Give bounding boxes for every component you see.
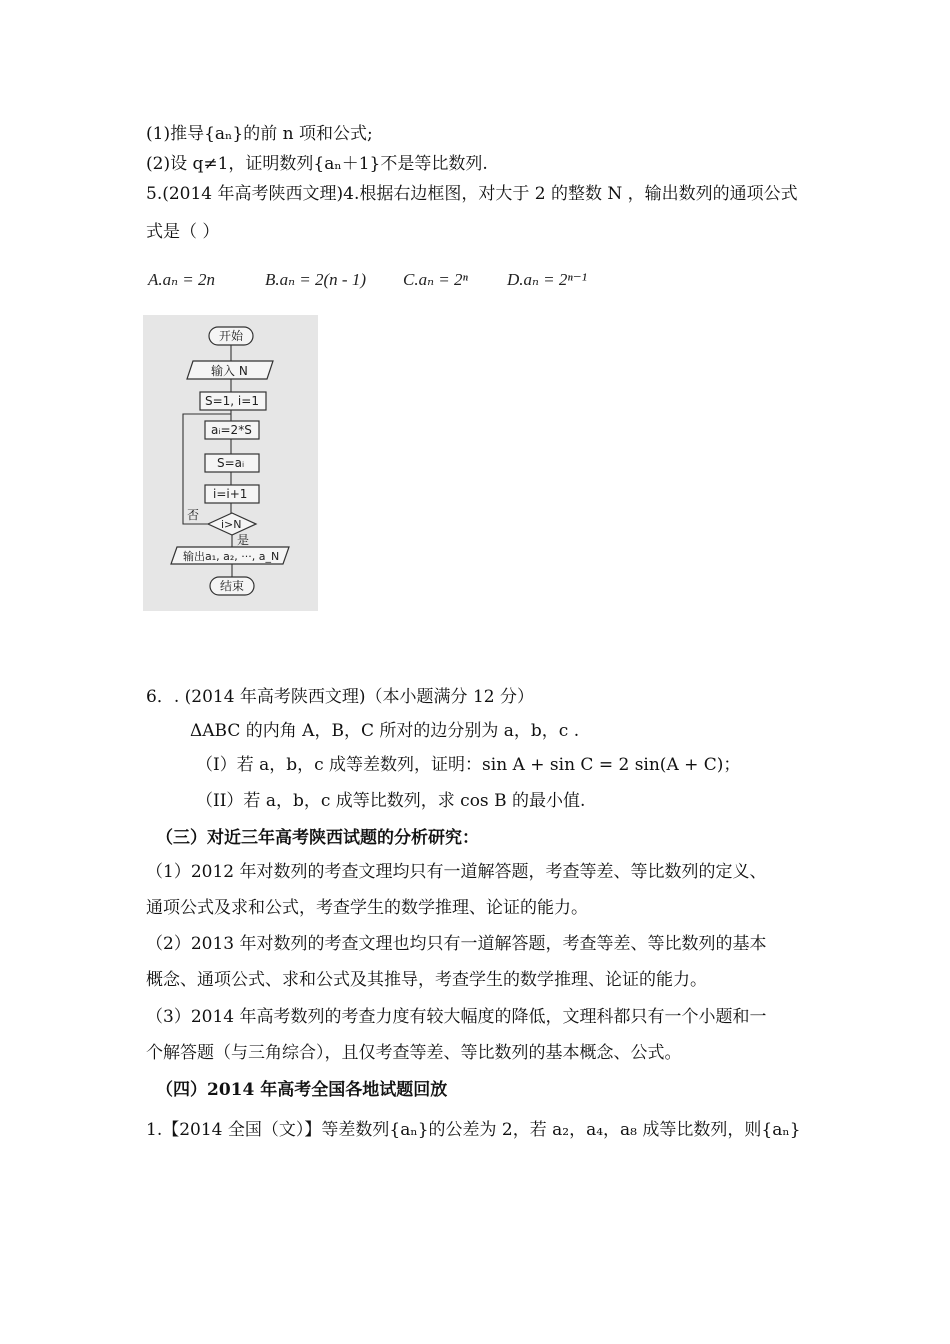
analysis-2-line-1: （2）2013 年对数列的考查文理也均只有一道解答题，考查等差、等比数列的基本 [146, 934, 767, 954]
analysis-3-line-2: 个解答题（与三角综合），且仅考查等差、等比数列的基本概念、公式。 [146, 1043, 682, 1063]
flow-step3-label: i=i+1 [213, 487, 248, 501]
question-5-line-2: 式是（ ） [146, 222, 220, 242]
flow-output-label: 输出a₁, a₂, ···, a_N [183, 550, 280, 563]
analysis-3-line-1: （3）2014 年高考数列的考查力度有较大幅度的降低，文理科都只有一个小题和一 [146, 1007, 767, 1027]
question-1-line: 1.【2014 全国（文）】等差数列{aₙ}的公差为 2，若 a₂，a₄，a₈ 成等比数列，则{aₙ} [146, 1120, 801, 1140]
flow-input-label: 输入 N [211, 364, 248, 378]
flowchart-image [143, 315, 318, 611]
question-6-header: 6．. (2014 年高考陕西文理)（本小题满分 12 分） [146, 687, 534, 707]
text-line-2: (2)设 q≠1，证明数列{aₙ＋1}不是等比数列. [146, 154, 488, 174]
flow-decision-label: i>N [221, 518, 242, 531]
option-b: B.aₙ = 2(n - 1) [265, 270, 366, 289]
flow-step1-label: aᵢ=2*S [211, 423, 252, 437]
question-6-statement: ΔABC 的内角 A，B，C 所对的边分别为 a，b，c . [190, 721, 580, 741]
analysis-1-line-1: （1）2012 年对数列的考查文理均只有一道解答题，考查等差、等比数列的定义、 [146, 862, 767, 882]
flow-no-label: 否 [187, 508, 200, 522]
analysis-2-line-2: 概念、通项公式、求和公式及其推导，考查学生的数学推理、论证的能力。 [146, 970, 707, 990]
flow-yes-label: 是 [237, 533, 250, 547]
analysis-1-line-2: 通项公式及求和公式，考查学生的数学推理、论证的能力。 [146, 898, 588, 918]
question-6-part-2: （II）若 a，b，c 成等比数列，求 cos B 的最小值. [196, 791, 586, 811]
option-d: D.aₙ = 2ⁿ⁻¹ [507, 270, 587, 289]
section-3-heading: （三）对近三年高考陕西试题的分析研究： [156, 828, 479, 848]
question-5-line: 5.(2014 年高考陕西文理)4.根据右边框图，对大于 2 的整数 N ，输出数列的通项公式 [146, 184, 798, 204]
flow-start-label: 开始 [219, 329, 244, 343]
question-6-part-1: （I）若 a，b，c 成等差数列，证明：sin A + sin C = 2 sin(A + C)； [196, 755, 741, 775]
flow-init-label: S=1, i=1 [205, 394, 259, 408]
option-a: A.aₙ = 2n [148, 270, 215, 289]
flow-step2-label: S=aᵢ [217, 456, 245, 470]
section-4-heading: （四）2014 年高考全国各地试题回放 [156, 1080, 448, 1100]
text-line-1: (1)推导{aₙ}的前 n 项和公式; [146, 124, 373, 144]
option-c: C.aₙ = 2ⁿ [403, 270, 468, 289]
flow-end-label: 结束 [220, 579, 245, 593]
